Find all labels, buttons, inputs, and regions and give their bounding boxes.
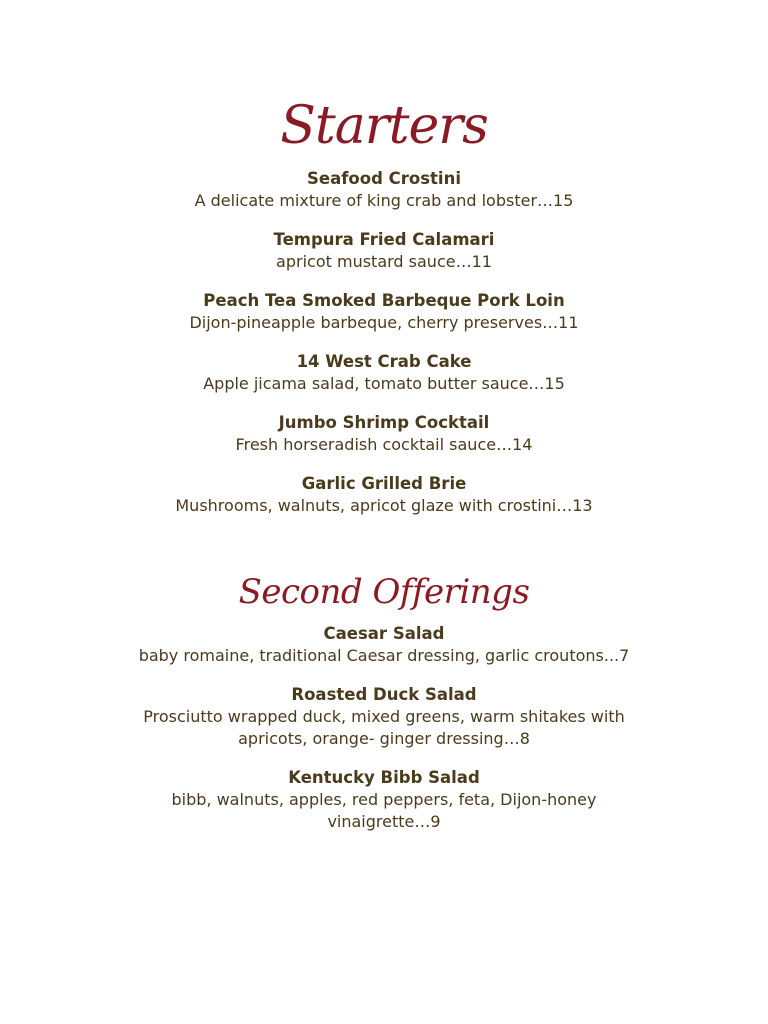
item-description: Dijon-pineapple barbeque, cherry preserves…11 [189,313,579,332]
item-name: Seafood Crostini [307,169,461,188]
item-description: baby romaine, traditional Caesar dressing, garlic croutons...7 [138,646,630,665]
second-offerings-heading: Second Offerings [238,572,530,612]
menu-item [0,229,768,273]
item-name: Roasted Duck Salad [291,685,477,704]
menu-item [0,351,768,395]
menu-item [0,290,768,334]
menu-item [0,767,768,833]
item-description: Mushrooms, walnuts, apricot glaze with crostini…13 [175,496,593,515]
item-description: apricot mustard sauce…11 [276,252,492,271]
item-description: Prosciutto wrapped duck, mixed greens, warm shitakes with apricots, orange- ginger dressing…8 [143,707,625,748]
item-description: Apple jicama salad, tomato butter sauce…15 [203,374,565,393]
item-name: Peach Tea Smoked Barbeque Pork Loin [203,291,565,310]
menu-item [0,684,768,750]
item-description: bibb, walnuts, apples, red peppers, feta, Dijon-honey vinaigrette…9 [171,790,597,831]
item-name: Kentucky Bibb Salad [288,768,480,787]
item-name: 14 West Crab Cake [296,352,472,371]
menu-item [0,473,768,517]
item-name: Jumbo Shrimp Cocktail [278,413,490,432]
menu-item [0,623,768,667]
menu-item [0,168,768,212]
item-description: Fresh horseradish cocktail sauce…14 [235,435,533,454]
item-name: Caesar Salad [323,624,445,643]
item-name: Tempura Fried Calamari [273,230,495,249]
item-name: Garlic Grilled Brie [301,474,467,493]
starters-heading: Starters [280,96,488,156]
menu-item [0,412,768,456]
item-description: A delicate mixture of king crab and lobster…15 [194,191,574,210]
